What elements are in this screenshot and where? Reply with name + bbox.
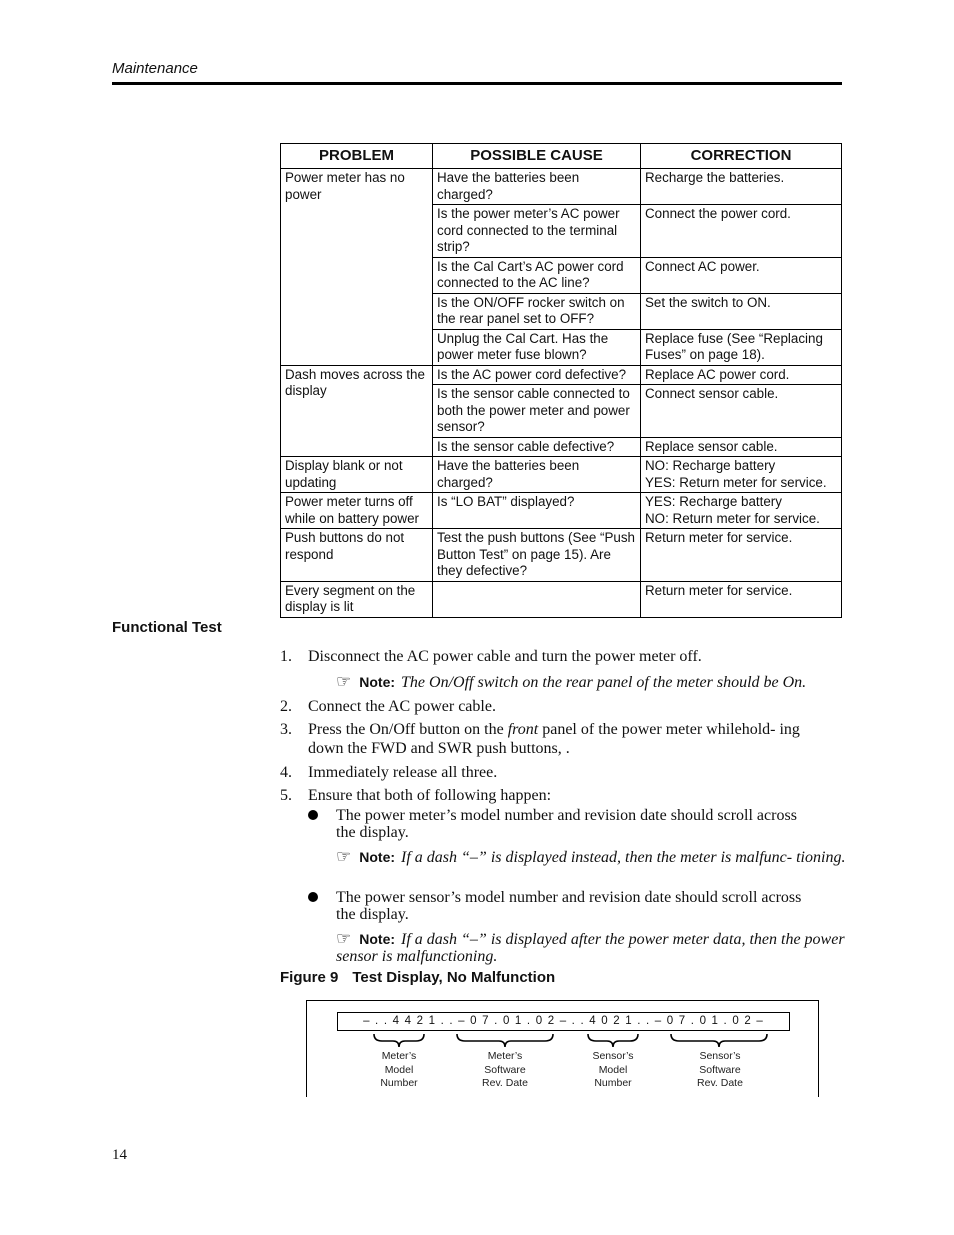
correction-line: NO: Recharge battery bbox=[645, 458, 776, 473]
step-number: 4. bbox=[280, 764, 292, 781]
cause-cell: Is “LO BAT” displayed? bbox=[433, 493, 641, 529]
label-line: Software bbox=[484, 1063, 526, 1076]
figure-number: Figure 9 bbox=[280, 969, 339, 986]
problem-cell: Dash moves across the display bbox=[281, 365, 433, 457]
bullet-dot bbox=[308, 892, 318, 902]
header-rule bbox=[112, 82, 842, 85]
table-row bbox=[281, 169, 842, 205]
table-body bbox=[281, 169, 842, 618]
problem-cell: Power meter turns off while on battery power bbox=[281, 493, 433, 529]
table-row bbox=[281, 581, 842, 617]
label-meter-software-rev-date bbox=[460, 1050, 550, 1091]
section-title: Functional Test bbox=[112, 619, 222, 636]
problem-cell: Push buttons do not respond bbox=[281, 529, 433, 582]
correction-cell: Set the switch to ON. bbox=[641, 293, 842, 329]
note-label: Note: bbox=[359, 674, 396, 690]
label-line: Number bbox=[380, 1077, 418, 1089]
label-meter-model-number bbox=[354, 1050, 444, 1091]
note-label: Note: bbox=[359, 931, 396, 947]
brace-meter-software bbox=[455, 1032, 555, 1048]
problem-cell: Every segment on the display is lit bbox=[281, 581, 433, 617]
label-line: Sensor’s bbox=[699, 1050, 741, 1062]
label-line: Rev. Date bbox=[482, 1077, 528, 1089]
running-header: Maintenance bbox=[112, 60, 198, 77]
bullet-text: The power meter’s model number and revision date should scroll across the display. bbox=[336, 807, 797, 841]
bullet-dot bbox=[308, 810, 318, 820]
label-line: Model bbox=[384, 1063, 414, 1076]
correction-cell: Replace fuse (See “Replacing Fuses” on page 18). bbox=[641, 329, 842, 365]
label-line: Model bbox=[598, 1063, 628, 1076]
correction-cell bbox=[641, 493, 842, 529]
correction-line: NO: Return meter for service. bbox=[645, 510, 820, 526]
label-sensor-software-rev-date bbox=[675, 1050, 765, 1091]
step-number: 2. bbox=[280, 698, 292, 715]
note-sensor-malfunction bbox=[336, 930, 846, 965]
correction-cell: Replace AC power cord. bbox=[641, 365, 842, 385]
step-text: Ensure that both of following happen: bbox=[308, 787, 552, 804]
table-row bbox=[281, 529, 842, 582]
cause-cell: Have the batteries been charged? bbox=[433, 169, 641, 205]
figure-caption bbox=[280, 969, 555, 986]
table-row bbox=[281, 493, 842, 529]
correction-cell: Connect AC power. bbox=[641, 257, 842, 293]
note-text: The On/Off switch on the rear panel of the meter should be On. bbox=[401, 674, 807, 691]
troubleshooting-table bbox=[280, 143, 842, 618]
label-line: Software bbox=[699, 1063, 741, 1076]
pointing-hand-icon: ☞ bbox=[336, 847, 352, 866]
step-number: 5. bbox=[280, 787, 292, 804]
label-line: Rev. Date bbox=[697, 1077, 743, 1089]
column-header-correction: CORRECTION bbox=[641, 144, 842, 169]
step-text-part: panel of the power meter whilehold- ing down the FWD and SWR push buttons, . bbox=[308, 721, 800, 757]
label-line: Sensor’s bbox=[592, 1050, 634, 1062]
correction-cell: Replace sensor cable. bbox=[641, 437, 842, 457]
correction-line: YES: Return meter for service. bbox=[645, 474, 827, 490]
figure-title: Test Display, No Malfunction bbox=[352, 969, 556, 986]
note-label: Note: bbox=[359, 849, 396, 865]
brace-sensor-software bbox=[669, 1032, 769, 1048]
correction-cell: Connect the power cord. bbox=[641, 205, 842, 258]
correction-cell: Recharge the batteries. bbox=[641, 169, 842, 205]
column-header-problem: PROBLEM bbox=[281, 144, 433, 169]
step-text-emphasis: front bbox=[507, 721, 539, 738]
table-header-row bbox=[281, 144, 842, 169]
label-sensor-model-number bbox=[568, 1050, 658, 1091]
cause-cell: Is the Cal Cart’s AC power cord connected to the AC line? bbox=[433, 257, 641, 293]
pointing-hand-icon: ☞ bbox=[336, 672, 352, 691]
step-text-part: Press the On/Off button on the bbox=[308, 721, 508, 738]
cause-cell bbox=[433, 581, 641, 617]
brace-sensor-model bbox=[586, 1032, 640, 1048]
cause-cell: Is the AC power cord defective? bbox=[433, 365, 641, 385]
step-number: 3. bbox=[280, 721, 292, 738]
correction-cell bbox=[641, 457, 842, 493]
column-header-cause: POSSIBLE CAUSE bbox=[433, 144, 641, 169]
pointing-hand-icon: ☞ bbox=[336, 929, 352, 948]
step-text: Immediately release all three. bbox=[308, 764, 498, 781]
page-number: 14 bbox=[112, 1147, 127, 1163]
test-display-readout: – . . 4 4 2 1 . . – 0 7 . 0 1 . 0 2 – . . 4 0 2 1 . . – 0 7 . 0 1 . 0 2 – bbox=[337, 1012, 790, 1031]
problem-cell: Power meter has no power bbox=[281, 169, 433, 366]
table-row bbox=[281, 365, 842, 385]
correction-cell: Return meter for service. bbox=[641, 581, 842, 617]
label-line: Meter’s bbox=[487, 1050, 523, 1062]
step-number: 1. bbox=[280, 648, 292, 665]
note-text: If a dash “–” is displayed after the power meter data, then the power sensor is malfunctioning. bbox=[336, 931, 845, 965]
correction-line: YES: Recharge battery bbox=[645, 494, 782, 509]
bullet-text: The power sensor’s model number and revision date should scroll across the display. bbox=[336, 889, 802, 923]
step-text bbox=[308, 720, 838, 758]
problem-cell: Display blank or not updating bbox=[281, 457, 433, 493]
cause-cell: Is the ON/OFF rocker switch on the rear panel set to OFF? bbox=[433, 293, 641, 329]
note-switch bbox=[336, 673, 846, 691]
cause-cell: Is the sensor cable defective? bbox=[433, 437, 641, 457]
cause-cell: Unplug the Cal Cart. Has the power meter fuse blown? bbox=[433, 329, 641, 365]
correction-cell: Return meter for service. bbox=[641, 529, 842, 582]
note-text: If a dash “–” is displayed instead, then the meter is malfunc- tioning. bbox=[401, 849, 846, 866]
correction-cell: Connect sensor cable. bbox=[641, 385, 842, 438]
cause-cell: Have the batteries been charged? bbox=[433, 457, 641, 493]
cause-cell: Is the sensor cable connected to both the power meter and power sensor? bbox=[433, 385, 641, 438]
label-line: Meter’s bbox=[381, 1050, 417, 1062]
brace-meter-model bbox=[372, 1032, 426, 1048]
table-row bbox=[281, 457, 842, 493]
step-text: Connect the AC power cable. bbox=[308, 698, 496, 715]
label-line: Number bbox=[594, 1077, 632, 1089]
note-meter-malfunction bbox=[336, 848, 846, 866]
step-text: Disconnect the AC power cable and turn the power meter off. bbox=[308, 648, 702, 665]
cause-cell: Test the push buttons (See “Push Button Test” on page 15). Are they defective? bbox=[433, 529, 641, 582]
cause-cell: Is the power meter’s AC power cord connected to the terminal strip? bbox=[433, 205, 641, 258]
